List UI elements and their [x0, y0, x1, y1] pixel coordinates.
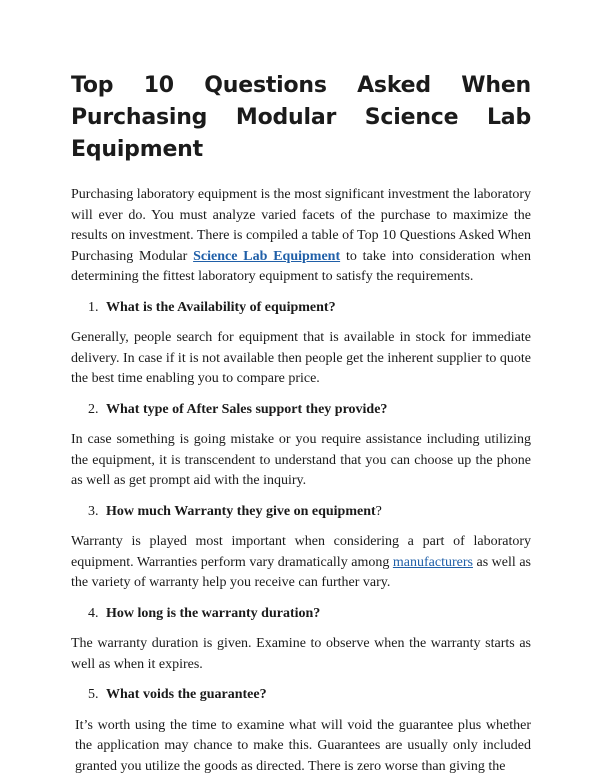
intro-paragraph — [71, 185, 531, 288]
question-number: 3. — [88, 502, 106, 523]
question-3-heading — [88, 502, 531, 523]
document-page — [71, 0, 531, 777]
answer-1: Generally, people search for equipment that is available in stock for immediate delivery. In case if it is not available then people get the inherent supplier to quote the best time enabling you to compare price. — [71, 328, 531, 390]
question-text-wrapper — [106, 502, 382, 523]
intro-text-before: Purchasing laboratory equipment is the most significant investment the laboratory will ever do. You must analyze varied facets of the purchase to maximize the results on investment. There is compiled a table of Top 10 Questions Asked When Purchasing Modular — [71, 187, 531, 264]
question-text: What is the Availability of equipment? — [106, 298, 336, 319]
answer-3-text-before: Warranty is played most important when considering a part of laboratory equipment. Warranties perform vary dramatically among — [71, 534, 531, 570]
manufacturers-link[interactable]: manufacturers — [393, 555, 473, 570]
science-lab-equipment-link[interactable]: Science Lab Equipment — [193, 249, 340, 264]
question-2-heading — [88, 400, 531, 421]
question-4-heading — [88, 604, 531, 625]
answer-2: In case something is going mistake or you require assistance including utilizing the equipment, it is transcendent to understand that you can choose up the phone as well as get prompt aid with the inquiry. — [71, 430, 531, 492]
question-number: 5. — [88, 685, 106, 706]
question-number: 2. — [88, 400, 106, 421]
answer-3-text-after: as well as the variety of warranty help you receive can further vary. — [71, 555, 531, 591]
question-text: How much Warranty they give on equipment — [106, 504, 376, 519]
question-1-heading — [88, 298, 531, 319]
intro-text-after: to take into consideration when determining the fittest laboratory equipment to satisfy the requirements. — [71, 249, 531, 285]
answer-3 — [71, 532, 531, 594]
question-mark: ? — [376, 504, 382, 519]
question-text: What voids the guarantee? — [106, 685, 267, 706]
answer-4: The warranty duration is given. Examine to observe when the warranty starts as well as when it expires. — [71, 634, 531, 675]
answer-5: It’s worth using the time to examine what will void the guarantee plus whether the application may chance to make this. Guarantees are usually only included granted you utilize the goods as directed. There is zero worse than giving the — [71, 716, 531, 777]
question-number: 4. — [88, 604, 106, 625]
question-number: 1. — [88, 298, 106, 319]
question-text: How long is the warranty duration? — [106, 604, 320, 625]
question-5-heading — [88, 685, 531, 706]
page-title: Top 10 Questions Asked When Purchasing Modular Science Lab Equipment — [71, 70, 531, 166]
question-text: What type of After Sales support they provide? — [106, 400, 387, 421]
